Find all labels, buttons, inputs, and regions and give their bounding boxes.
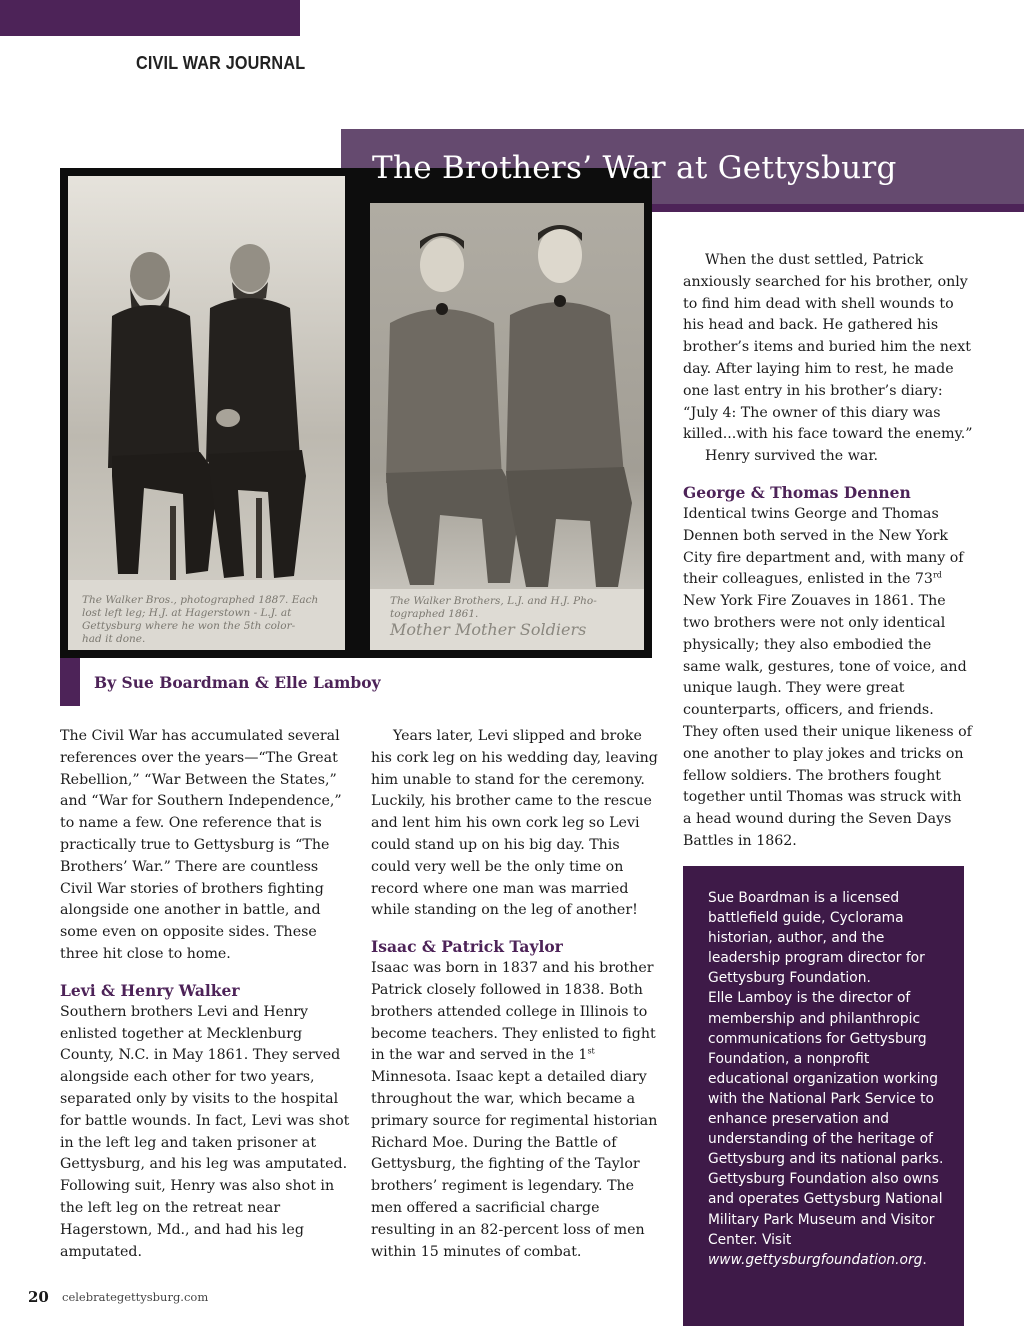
- caption-left-line-3: Gettysburg where he won the 5th color-: [82, 620, 296, 632]
- heading-dennen: George & Thomas Dennen: [683, 482, 911, 502]
- photo-walker-brothers-1861: [370, 203, 644, 650]
- bio-url-end: .: [922, 1251, 927, 1268]
- bio-elle-paragraph: [708, 988, 952, 1269]
- taylor-end-paragraph: Henry survived the war.: [705, 448, 879, 465]
- caption-left-line-4: had it done.: [82, 633, 146, 645]
- bio-sue: Sue Boardman is a licensed battlefield guide, Cyclorama historian, author, and the leadership program director for Gettysburg Foundation.: [708, 890, 925, 987]
- title-band-accent: [652, 204, 1024, 212]
- caption-right-line-2: tographed 1861.: [390, 608, 479, 620]
- foundation-link[interactable]: www.gettysburgfoundation.org: [708, 1251, 923, 1268]
- column-2: [371, 726, 661, 1263]
- author-bio-text: [708, 888, 952, 1270]
- photo-walker-brothers-1887: [68, 176, 345, 650]
- taylor-text-b: Minnesota. Isaac kept a detailed diary throughout the war, which became a primary source for regimental historian Richard Moe. During the Battle of Gettysburg, the fighting of the Taylor brothers’ regiment is legendary. The men offered a sacrificial charge resulting in an 82-percent loss of men within 15 minutes of combat.: [371, 1069, 658, 1260]
- footer-site: celebrategettysburg.com: [62, 1290, 209, 1304]
- top-accent-bar: [0, 0, 300, 36]
- article-title: The Brothers’ War at Gettysburg: [372, 150, 897, 186]
- caption-left-line-2: lost left leg; H.J. at Hagerstown - L.J. at: [82, 607, 292, 619]
- taylor-text-a: Isaac was born in 1837 and his brother Patrick closely followed in 1838. Both brothers attended college in Illinois to become teachers. They enlisted to fight in the war and served in the 1: [371, 960, 656, 1064]
- dennen-text-b: New York Fire Zouaves in 1861. The two brothers were not only identical physically; they also embodied the same walk, gestures, tone of voice, and unique laugh. They were great counterparts, officers, and friends. They often used their unique likeness of one another to play jokes and tricks on fellow soldiers. The brothers fought together until Thomas was struck with a head wound during the Seven Days Battles in 1862.: [683, 593, 972, 849]
- heading-taylor: Isaac & Patrick Taylor: [371, 937, 563, 957]
- walker-paragraph: Southern brothers Levi and Henry enlisted together at Mecklenburg County, N.C. in May 1861. They served alongside each other for two years, separated only by visits to the hospital for battle wounds. In fact, Levi was shot in the left leg and taken prisoner at Gettysburg, and his leg was amputated. Following suit, Henry was also shot in the left leg on the retreat near Hagerstown, Md., and had his leg amputated.: [60, 1003, 350, 1260]
- column-3: [683, 250, 973, 853]
- heading-walker: Levi & Henry Walker: [60, 980, 240, 1000]
- page-number: 20: [28, 1288, 49, 1306]
- caption-right-line-3: Mother Mother Soldiers: [390, 620, 587, 639]
- walker-continued-paragraph: Years later, Levi slipped and broke his cork leg on his wedding day, leaving him unable to stand for the ceremony. Luckily, his brother came to the rescue and lent him his own cork leg so Levi could stand up on his big day. This could very well be the only time on record where one man was married while standing on the leg of another!: [371, 728, 658, 919]
- dennen-text-a: Identical twins George and Thomas Dennen both served in the New York City fire department and, with many of their colleagues, enlisted in the 73: [683, 505, 964, 588]
- taylor-continued-paragraph: When the dust settled, Patrick anxiously searched for his brother, only to find him dead with shell wounds to his head and back. He gathered his brother’s items and buried him the next day. After laying him to rest, he made one last entry in his brother’s diary: “July 4: The owner of this diary was killed...with his face toward the enemy.”: [683, 252, 973, 443]
- column-1: [60, 726, 350, 1263]
- section-label: CIVIL WAR JOURNAL: [136, 53, 306, 73]
- dennen-paragraph: [683, 504, 973, 853]
- caption-right-line-1: The Walker Brothers, L.J. and H.J. Pho-: [390, 595, 597, 607]
- byline: By Sue Boardman & Elle Lamboy: [94, 673, 381, 692]
- caption-left-line-1: The Walker Bros., photographed 1887. Each: [82, 594, 319, 606]
- taylor-ordinal: st: [587, 1046, 595, 1056]
- taylor-paragraph: [371, 958, 661, 1263]
- dennen-ordinal: rd: [932, 570, 942, 580]
- bio-elle: Elle Lamboy is the director of membership and philanthropic communications for Gettysburg Foundation, a nonprofit educational organization working with the National Park Service to enhance preservation and understanding of the heritage of Gettysburg and its national parks. Gettysburg Foundation also owns and operates Gettysburg National Military Park Museum and Visitor Center. Visit: [708, 990, 944, 1248]
- byline-accent-bar: [60, 658, 80, 706]
- intro-paragraph: The Civil War has accumulated several references over the years—“The Great Rebellion,” “War Between the States,” and “War for Southern Independence,” to name a few. One reference that is practically true to Gettysburg is “The Brothers’ War.” There are countless Civil War stories of brothers fighting alongside one another in battle, and some even on opposite sides. These three hit close to home.: [60, 728, 342, 962]
